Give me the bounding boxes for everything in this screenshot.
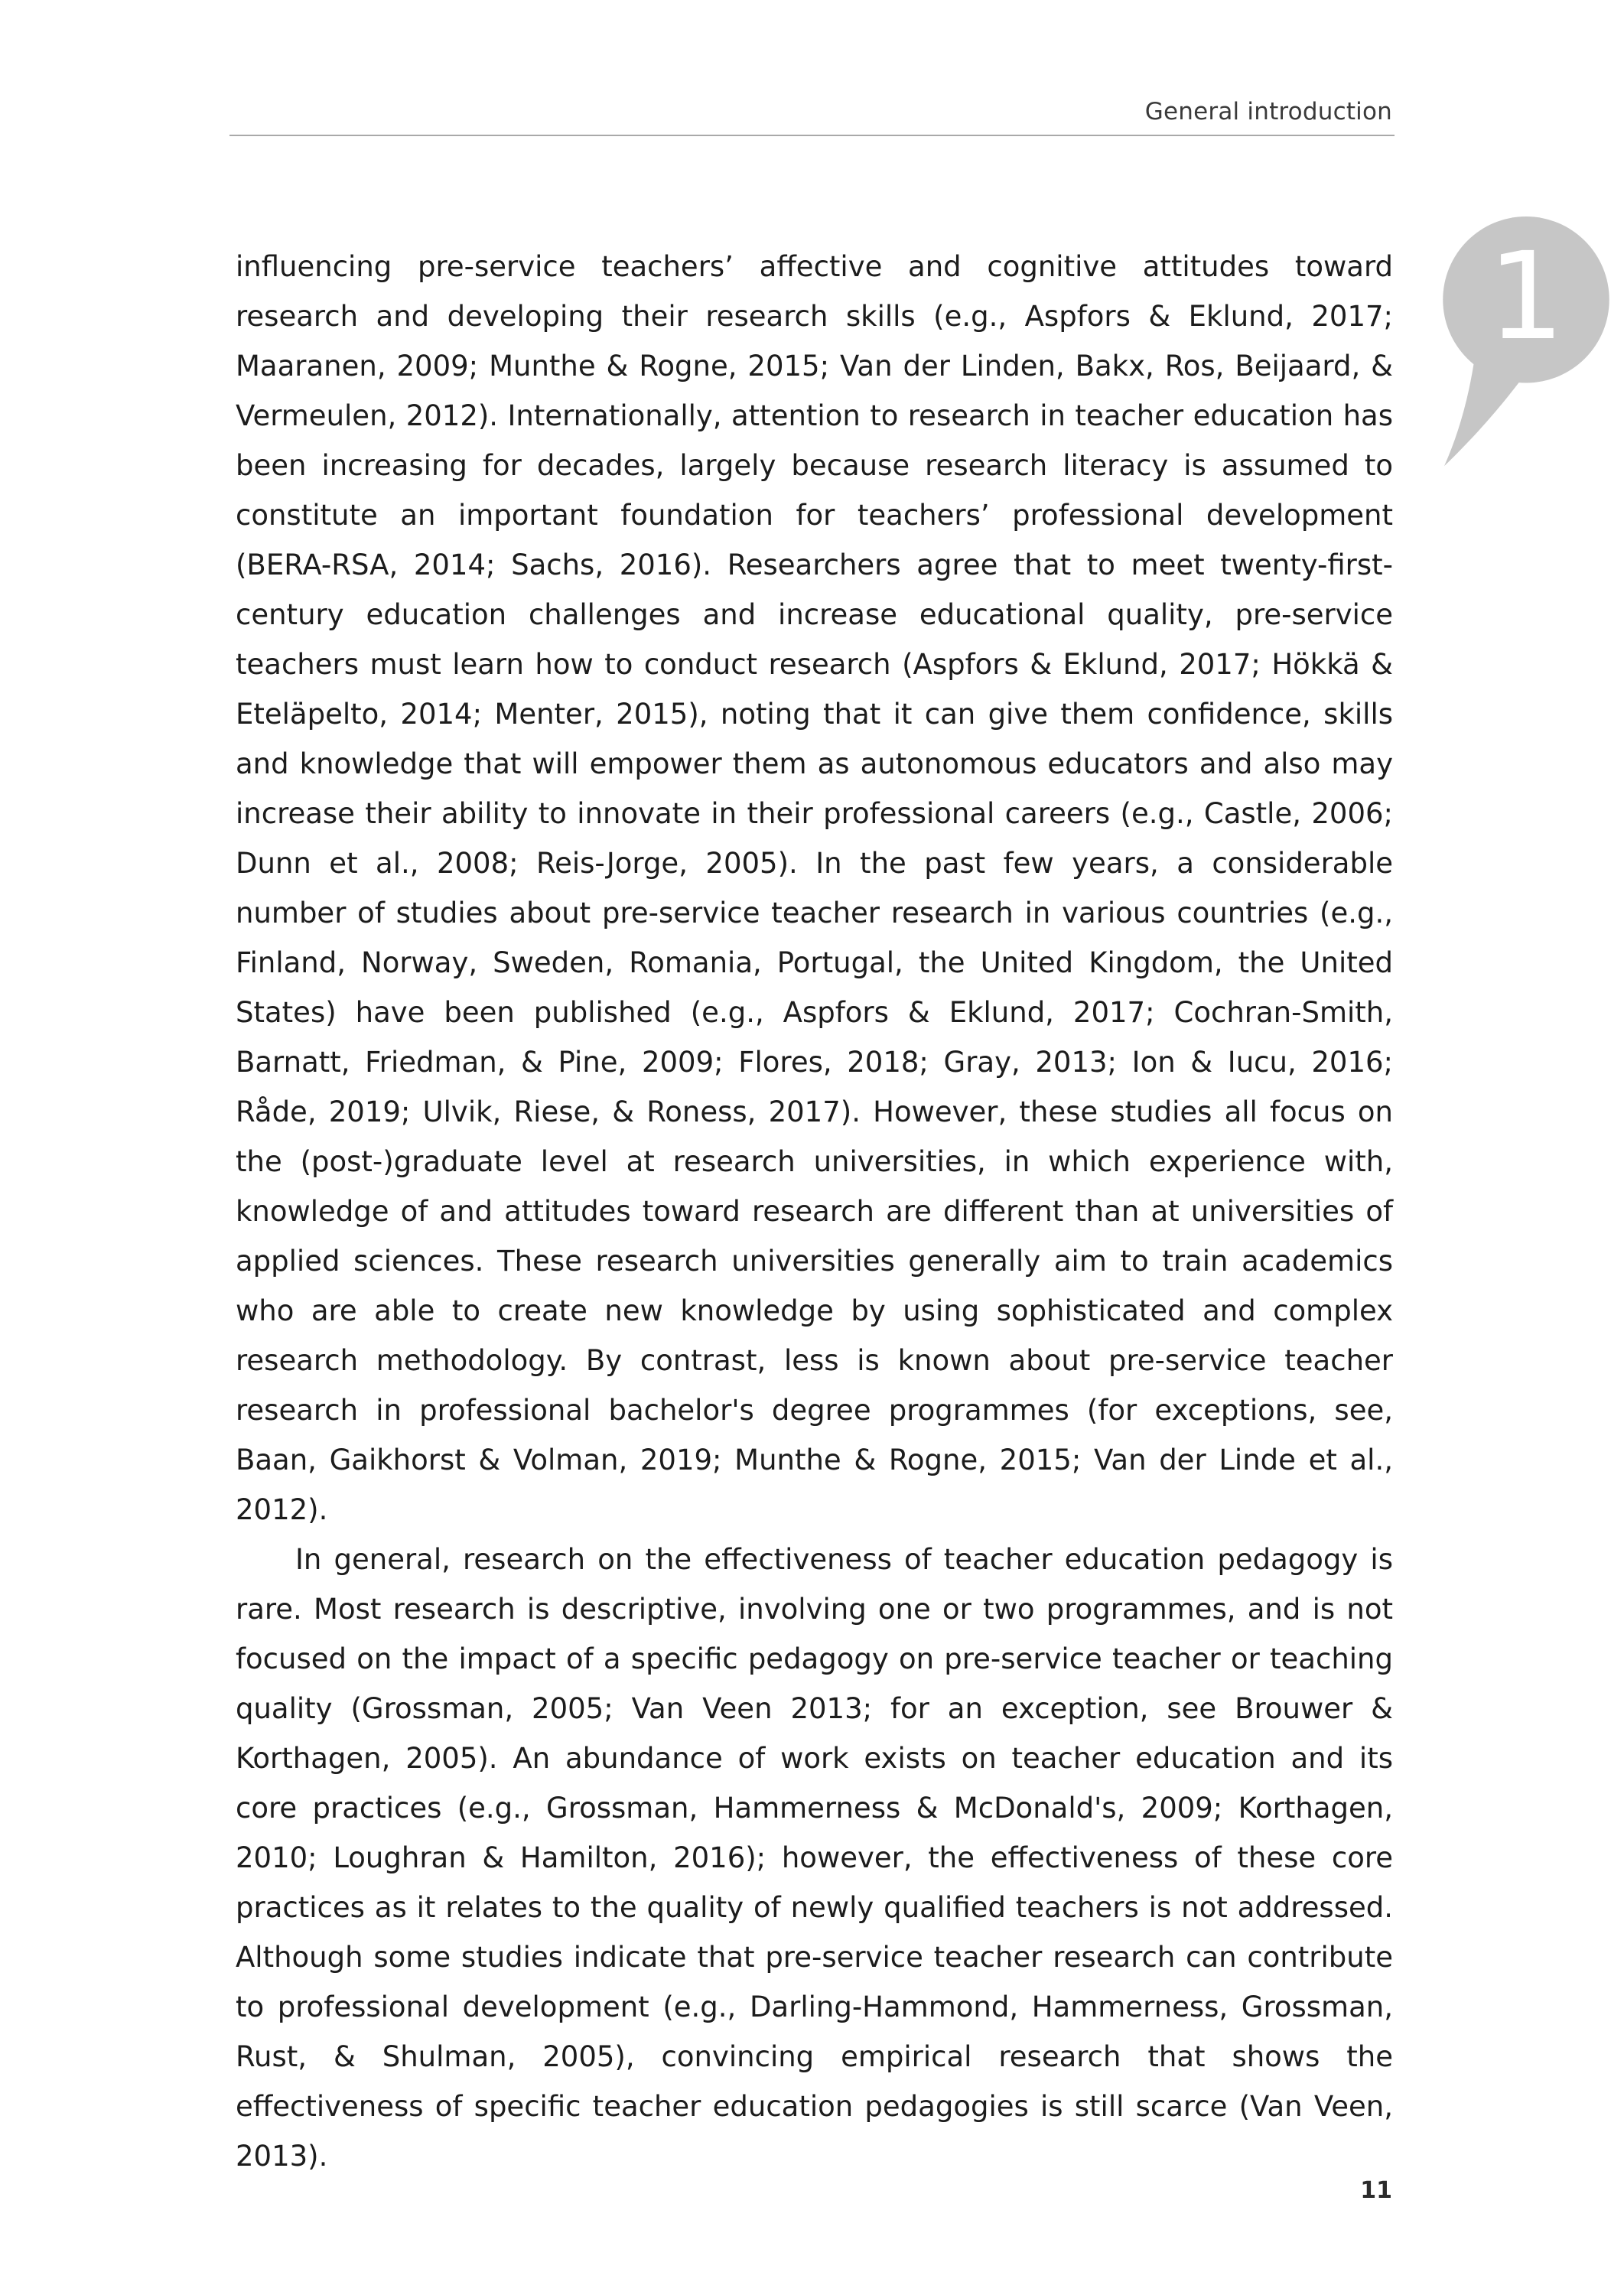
chapter-number: 1 bbox=[1487, 226, 1565, 367]
paragraph-1: influencing pre-service teachers’ affective and cognitive attitudes toward research and developing their research skills (e.g., Aspfors & Eklund, 2017; Maaranen, 2009; Munthe & Rogne, 2015; Van der Linden, Bakx, Ros, Beijaard, & Vermeulen, 2012). Internationally, attention to research in teacher education has been increasing for decades, largely because research literacy is assumed to constitute an important foundation for teachers’ professional development (BERA-RSA, 2014; Sachs, 2016). Researchers agree that to meet twenty-first-century education challenges and increase educational quality, pre-service teachers must learn how to conduct research (Aspfors & Eklund, 2017; Hökkä & Eteläpelto, 2014; Menter, 2015), noting that it can give them confidence, skills and knowledge that will empower them as autonomous educators and also may increase their ability to innovate in their professional careers (e.g., Castle, 2006; Dunn et al., 2008; Reis-Jorge, 2005). In the past few years, a considerable number of studies about pre-service teacher research in various countries (e.g., Finland, Norway, Sweden, Romania, Portugal, the United Kingdom, the United States) have been published (e.g., Aspfors & Eklund, 2017; Cochran-Smith, Barnatt, Friedman, & Pine, 2009; Flores, 2018; Gray, 2013; Ion & Iucu, 2016; Råde, 2019; Ulvik, Riese, & Roness, 2017). However, these studies all focus on the (post-)graduate level at research universities, in which experience with, knowledge of and attitudes toward research are different than at universities of applied sciences. These research universities generally aim to train academics who are able to create new knowledge by using sophisticated and complex research methodology. By contrast, less is known about pre-service teacher research in professional bachelor's degree programmes (for exceptions, see, Baan, Gaikhorst & Volman, 2019; Munthe & Rogne, 2015; Van der Linde et al., 2012). bbox=[236, 250, 1393, 1526]
header-rule bbox=[229, 135, 1395, 136]
running-header-title: General introduction bbox=[1144, 98, 1392, 125]
page-number: 11 bbox=[1360, 2177, 1392, 2204]
page-body bbox=[236, 242, 1393, 2181]
paragraph-2: In general, research on the effectiveness of teacher education pedagogy is rare. Most research is descriptive, involving one or two programmes, and is not focused on the impact of a specific pedagogy on pre-service teacher or teaching quality (Grossman, 2005; Van Veen 2013; for an exception, see Brouwer & Korthagen, 2005). An abundance of work exists on teacher education and its core practices (e.g., Grossman, Hammerness & McDonald's, 2009; Korthagen, 2010; Loughran & Hamilton, 2016); however, the effectiveness of these core practices as it relates to the quality of newly qualified teachers is not addressed. Although some studies indicate that pre-service teacher research can contribute to professional development (e.g., Darling-Hammond, Hammerness, Grossman, Rust, & Shulman, 2005), convincing empirical research that shows the effectiveness of specific teacher education pedagogies is still scarce (Van Veen, 2013). bbox=[236, 1543, 1393, 2173]
chapter-number-badge bbox=[1439, 216, 1613, 473]
